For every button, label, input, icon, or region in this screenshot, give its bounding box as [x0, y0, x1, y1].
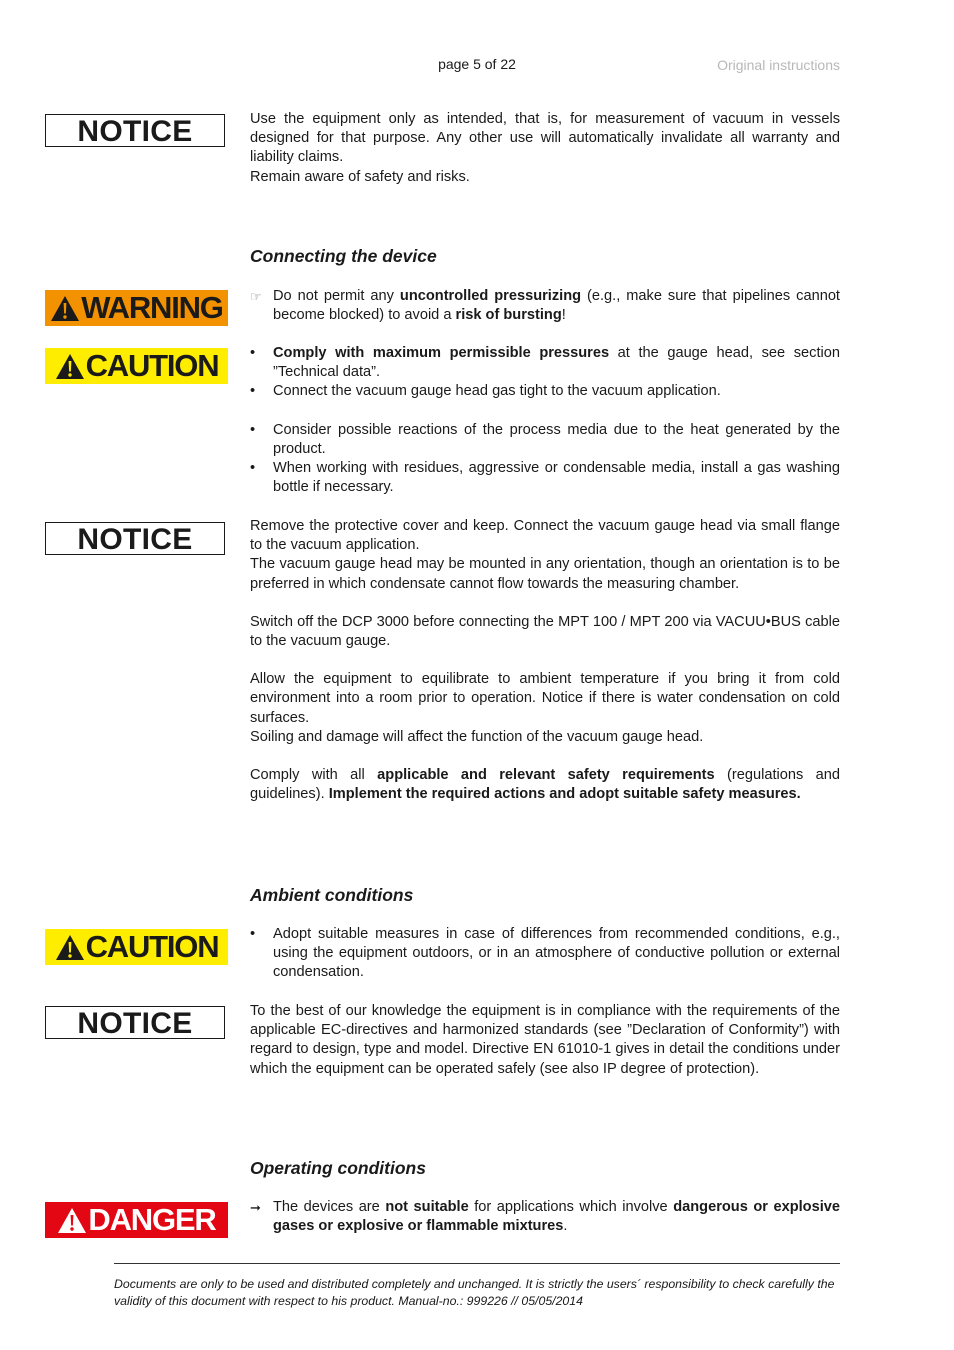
pointing-hand-icon: ☞	[250, 289, 262, 304]
notice-label: NOTICE	[45, 1006, 225, 1039]
paragraph: To the best of our knowledge the equipment is in compliance with the requirements of the applicable EC-directives and harmonized standards (see ”Declaration of Conformity”) with regard to design, type and model. Directive EN 61010-1 gives in detail the conditions under which the equipment can be operated safely (see also IP degree of protection).	[250, 1003, 840, 1077]
document-type: Original instructions	[717, 57, 840, 73]
caution-label	[45, 348, 228, 384]
list-item: • Consider possible reactions of the process media due to the heat generated by the product.	[250, 421, 840, 457]
section-heading: Ambient conditions	[250, 885, 414, 905]
page-number: page 5 of 22	[438, 56, 516, 72]
warning-triangle-icon	[50, 295, 80, 322]
arrow-icon: ➞	[250, 1200, 261, 1215]
section-heading: Connecting the device	[250, 246, 437, 266]
danger-label	[45, 1202, 228, 1238]
list-item: • Connect the vacuum gauge head gas tight to the vacuum application.	[250, 382, 840, 401]
caution-text: CAUTION	[85, 348, 219, 383]
caution-label	[45, 929, 228, 965]
warning-triangle-icon	[57, 1207, 87, 1234]
caution-text: CAUTION	[85, 929, 219, 964]
bullet: •	[250, 926, 256, 942]
warning-triangle-icon	[55, 934, 85, 961]
caution-text-block	[250, 344, 840, 497]
paragraph: Switch off the DCP 3000 before connecting the MPT 100 / MPT 200 via VACUU•BUS cable to the vacuum gauge.	[250, 613, 840, 650]
paragraph: Comply with all applicable and relevant safety requirements (regulations and guidelines). Implement the required actions and adopt suitable safety measures.	[250, 767, 841, 803]
notice-label: NOTICE	[45, 522, 225, 555]
warning-label	[45, 290, 228, 326]
intro-text	[250, 110, 840, 187]
notice-label: NOTICE	[45, 114, 225, 147]
footer-divider	[114, 1263, 840, 1264]
paragraph: Remove the protective cover and keep. Connect the vacuum gauge head via small flange to the vacuum application.	[250, 518, 840, 554]
bullet: •	[250, 383, 256, 400]
section-heading: Operating conditions	[250, 1158, 426, 1178]
caution-text-block	[250, 925, 840, 983]
notice-text-block	[250, 1002, 840, 1079]
warning-triangle-icon	[55, 353, 85, 380]
list-item: • Comply with maximum permissible pressures at the gauge head, see section ”Technical data”.	[250, 345, 840, 381]
footer-text: Documents are only to be used and distributed completely and unchanged. It is strictly the users´ responsibility to check carefully the validity of this document with respect to his product. Manual-no.: 999226 // 05/05/2014	[114, 1277, 835, 1308]
list-item: • Adopt suitable measures in case of differences from recommended conditions, e.g., using the equipment outdoors, or in an atmosphere of conductive pollution or external condensation.	[250, 926, 840, 981]
bullet: •	[250, 460, 256, 477]
warning-text: WARNING	[81, 290, 223, 325]
list-item: • When working with residues, aggressive or condensable media, install a gas washing bottle if necessary.	[250, 460, 840, 496]
danger-text: DANGER	[88, 1202, 216, 1237]
list-item: ☞ Do not permit any uncontrolled pressurizing (e.g., make sure that pipelines cannot become blocked) to avoid a risk of bursting!	[250, 288, 840, 324]
paragraph: The vacuum gauge head may be mounted in any orientation, though an orientation is to be preferred in which condensate cannot flow towards the measuring chamber.	[250, 556, 840, 592]
paragraph: Soiling and damage will affect the function of the vacuum gauge head.	[250, 728, 704, 745]
paragraph: Allow the equipment to equilibrate to ambient temperature if you bring it from cold environment into a room prior to operation. Notice if there is water condensation on cold surfaces.	[250, 671, 840, 726]
intro-paragraph: Remain aware of safety and risks.	[250, 168, 470, 185]
intro-paragraph: Use the equipment only as intended, that is, for measurement of vacuum in vessels designed for that purpose. Any other use will automatically invalidate all warranty and liability claims.	[250, 111, 840, 166]
notice-text-block	[250, 517, 840, 804]
bullet: •	[250, 345, 256, 361]
bullet: •	[250, 421, 256, 438]
list-item: ➞ The devices are not suitable for applications which involve dangerous or explosive gases or explosive or flammable mixtures.	[250, 1199, 840, 1235]
warning-text-block	[250, 287, 840, 325]
danger-text-block	[250, 1198, 840, 1236]
